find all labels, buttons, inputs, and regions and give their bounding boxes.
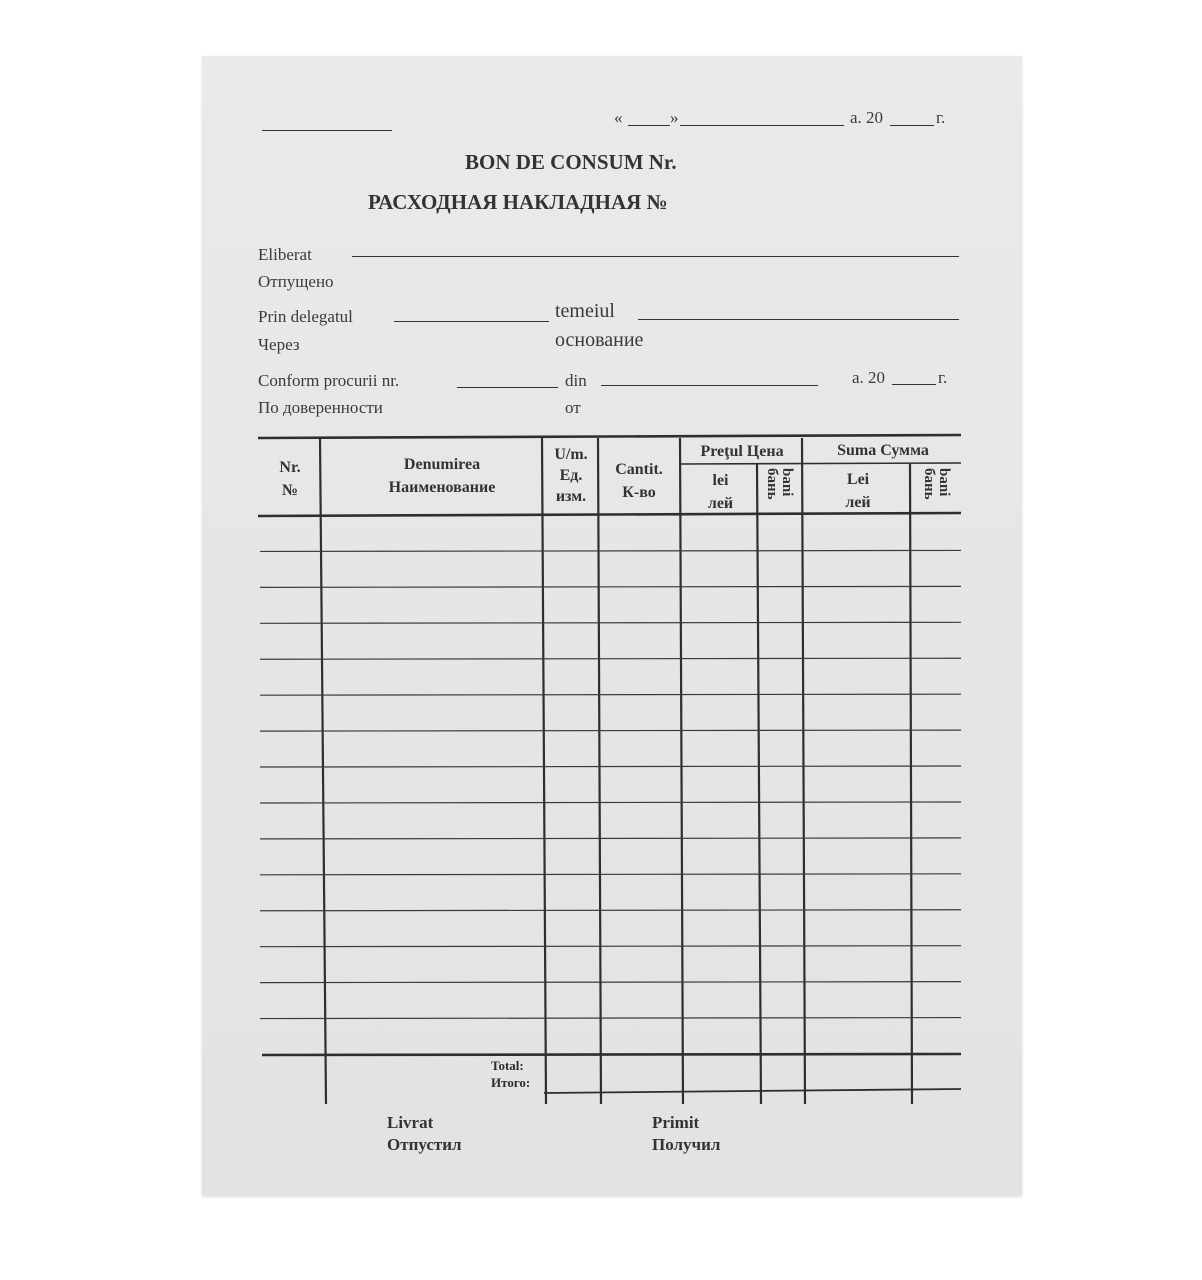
table-row-separator [260,550,961,551]
col-header-suma-lei-ro: Lei [846,471,870,488]
table-row-separator [260,622,961,623]
table-row-separator [260,694,961,695]
title-romanian: BON DE CONSUM Nr. [465,150,677,174]
title-russian: РАСХОДНАЯ НАКЛАДНАЯ № [368,190,668,214]
col-header-cantit [598,458,680,504]
col-header-pret-bani-ru: бань [764,468,780,500]
table-row-separator [260,586,961,587]
livrat-label-ru: Отпустил [387,1135,462,1154]
col-header-pret-bani-ro: bani [779,468,795,497]
col-header-suma-bani-ro: bani [936,468,952,497]
table-row-separator [260,910,961,911]
ot-label: от [565,398,581,417]
col-header-nr-ru: № [281,482,299,499]
doverennost-label: По доверенности [258,398,383,417]
col-header-pret-lei-ro: lei [712,472,729,489]
table-row-separator [260,730,961,731]
total-label-ro: Total: [491,1058,524,1073]
delegat-label: Prin delegatul [258,307,353,326]
col-header-pret-lei [683,469,758,515]
table-row-separator [260,1018,961,1019]
table-row-separator [260,982,961,983]
col-header-um [542,444,600,507]
col-header-um-ro: U/m. [554,446,588,463]
signature-primit [652,1112,720,1156]
col-header-suma: Suma Сумма [837,442,929,459]
eliberat-label: Eliberat [258,245,312,264]
osnovanie-label: основание [555,329,644,351]
col-header-um-ru2: изм. [555,488,587,505]
col-header-denumirea-ro: Denumirea [403,456,481,473]
col-header-nr-ro: Nr. [279,459,301,476]
procura-label: Conform procurii nr. [258,371,400,390]
cherez-label: Через [258,335,300,354]
livrat-label-ro: Livrat [387,1113,434,1132]
col-header-suma-bani [921,468,951,512]
procura-year-suffix: г. [938,368,948,387]
col-header-denumirea [322,453,562,499]
year-prefix: a. 20 [850,108,884,127]
col-header-nr [262,456,318,502]
col-header-suma-lei [806,468,910,514]
temeiul-label: temeiul [555,300,615,322]
col-header-denumirea-ru: Наименование [388,479,496,496]
din-label: din [565,371,587,390]
table-row-separator [260,766,961,767]
table-row-separator [260,802,961,803]
primit-label-ru: Получил [652,1135,721,1154]
date-open-quote: « [614,108,623,127]
col-header-pret-bani [764,468,794,512]
col-header-suma-bani-ru: бань [921,468,937,500]
table-row-separator [260,946,961,947]
date-close-quote: » [670,108,679,127]
primit-label-ro: Primit [652,1113,700,1132]
table-row-separator [260,838,961,839]
col-header-um-ru1: Ед. [559,467,583,484]
signature-livrat [387,1112,462,1156]
table-row-separator [260,874,961,875]
year-suffix: г. [936,108,946,127]
procura-year-prefix: a. 20 [852,368,886,387]
col-header-cantit-ro: Cantit. [615,461,663,478]
col-header-pretul: Preţul Цена [700,443,784,460]
col-header-suma-lei-ru: лей [845,494,871,511]
table-row-separator [260,658,961,659]
col-header-cantit-ru: К-во [622,484,656,501]
otpushcheno-label: Отпущено [258,272,334,291]
total-label-ru: Итого: [491,1075,531,1090]
col-header-pret-lei-ru: лей [707,495,734,512]
